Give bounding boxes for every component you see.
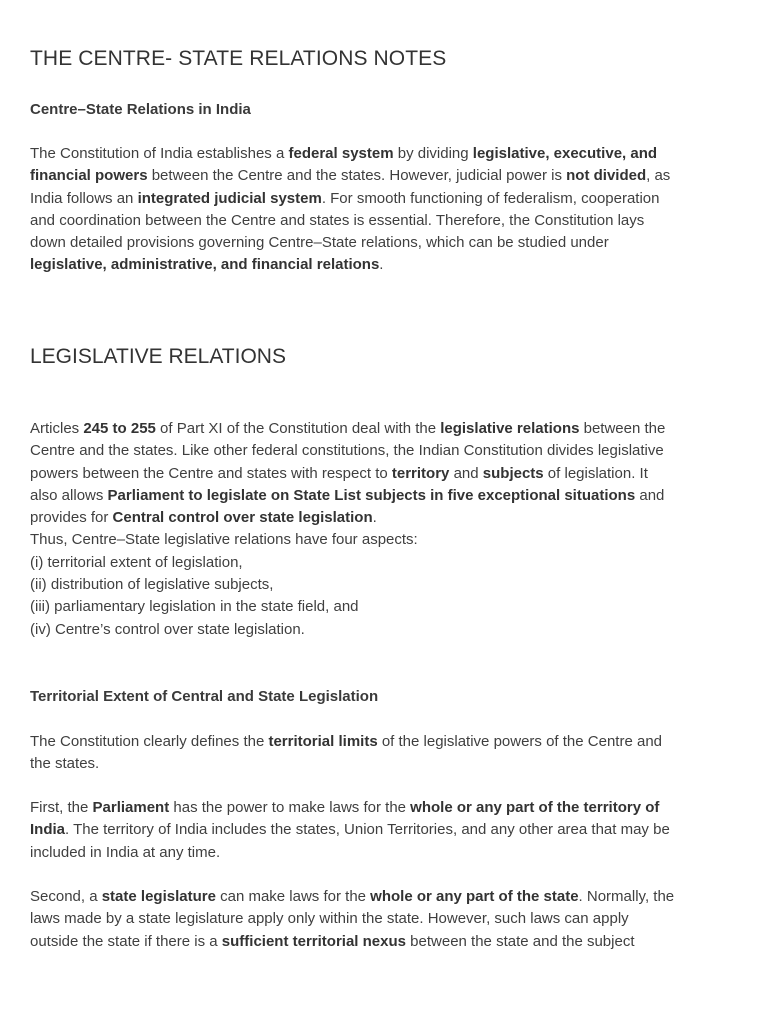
bold-text: Central control over state legislation (112, 509, 373, 527)
intro-heading: Centre–State Relations in India (30, 101, 251, 118)
text-run: (i) territorial extent of legislation, (30, 553, 243, 571)
text-run: (ii) distribution of legislative subjects, (30, 576, 274, 594)
bold-text: legislative relations (440, 420, 580, 437)
text-run: has the power to make laws for the (169, 799, 411, 816)
text-line (30, 931, 740, 953)
text-run: First, the (30, 799, 93, 816)
text-run: Centre and the states. Like other federal constitutions, the Indian Constitution divides legislative (30, 442, 664, 460)
bold-text: subjects (482, 464, 544, 482)
text-line (30, 908, 740, 930)
text-line (30, 596, 740, 618)
bold-text: whole or any part of the territory of (410, 799, 660, 816)
text-line (30, 210, 740, 232)
text-run: of the legislative powers of the Centre and (377, 733, 663, 750)
bold-text: sufficient territorial nexus (221, 932, 406, 950)
text-run: the states. (30, 755, 100, 773)
bold-text: legislative, administrative, and financial relations (30, 256, 380, 274)
text-line (30, 842, 740, 864)
bold-text: federal system (288, 145, 394, 162)
text-run: Second, a (30, 888, 102, 905)
parliament-territory-paragraph (30, 797, 740, 864)
bold-text: territory (391, 464, 450, 482)
text-run: The Constitution of India establishes a (30, 145, 289, 162)
text-run: between the (579, 420, 666, 437)
text-run: can make laws for the (215, 888, 371, 905)
text-line (30, 485, 740, 507)
text-line (30, 753, 740, 775)
text-line (30, 165, 740, 187)
text-line (30, 232, 740, 254)
bold-text: India (30, 821, 66, 839)
text-run: (iv) Centre’s control over state legislation. (30, 620, 305, 638)
bold-text: 245 to 255 (83, 420, 156, 437)
bold-text: Parliament to legislate on State List subjects in five exceptional situations (107, 486, 636, 504)
bold-text: whole or any part of the state (370, 888, 579, 905)
text-line (30, 188, 740, 210)
text-run: of legislation. It (543, 464, 648, 482)
text-run: and coordination between the Centre and states is essential. Therefore, the Constitution lays (30, 211, 645, 229)
text-run: down detailed provisions governing Centre–State relations, which can be studied under (30, 234, 609, 252)
text-run: India follows an (30, 189, 138, 207)
text-line (30, 529, 740, 551)
text-run: Thus, Centre–State legislative relations have four aspects: (30, 531, 418, 549)
territorial-extent-heading: Territorial Extent of Central and State Legislation (30, 688, 379, 705)
text-run: , as (646, 167, 671, 185)
bold-text: state legislature (101, 888, 216, 905)
text-run: . Normally, the (578, 888, 675, 905)
text-run: provides for (30, 509, 113, 527)
bold-text: territorial limits (268, 733, 378, 750)
bold-text: integrated judicial system (137, 189, 322, 207)
text-run: (iii) parliamentary legislation in the state field, and (30, 598, 359, 616)
text-run: . For smooth functioning of federalism, cooperation (321, 189, 660, 207)
text-line (30, 418, 740, 440)
state-legislature-paragraph (30, 886, 740, 953)
text-run: Articles (30, 420, 84, 437)
bold-text: financial powers (30, 167, 148, 185)
text-run: by dividing (393, 145, 473, 162)
text-line (30, 254, 740, 276)
text-run: laws made by a state legislature apply only within the state. However, such laws can apply (30, 910, 629, 928)
text-line (30, 552, 740, 574)
text-line (30, 819, 740, 841)
text-line (30, 797, 740, 819)
text-run: The Constitution clearly defines the (30, 733, 269, 750)
legislative-relations-heading: LEGISLATIVE RELATIONS (30, 345, 286, 368)
text-line (30, 619, 740, 641)
text-run: between the state and the subject (406, 932, 635, 950)
text-line (30, 463, 740, 485)
legislative-relations-paragraph (30, 418, 740, 641)
text-run: powers between the Centre and states with respect to (30, 464, 392, 482)
text-line (30, 731, 740, 753)
territorial-limits-paragraph (30, 731, 740, 776)
text-run: . The territory of India includes the states, Union Territories, and any other area that may be (65, 821, 670, 839)
text-line (30, 574, 740, 596)
bold-text: not divided (566, 167, 647, 185)
text-run: . (379, 256, 384, 274)
text-run: . (372, 509, 377, 527)
text-run: and (635, 486, 665, 504)
bold-text: Parliament (92, 799, 170, 816)
intro-paragraph (30, 143, 740, 277)
text-line (30, 886, 740, 908)
text-line (30, 440, 740, 462)
text-run: of Part XI of the Constitution deal with the (155, 420, 441, 437)
document-title: THE CENTRE- STATE RELATIONS NOTES (30, 47, 447, 70)
text-run: included in India at any time. (30, 843, 221, 861)
text-run: between the Centre and the states. However, judicial power is (147, 167, 567, 185)
bold-text: legislative, executive, and (472, 145, 658, 162)
text-run: outside the state if there is a (30, 932, 222, 950)
text-run: also allows (30, 486, 108, 504)
text-line (30, 143, 740, 165)
text-run: and (449, 464, 483, 482)
text-line (30, 507, 740, 529)
